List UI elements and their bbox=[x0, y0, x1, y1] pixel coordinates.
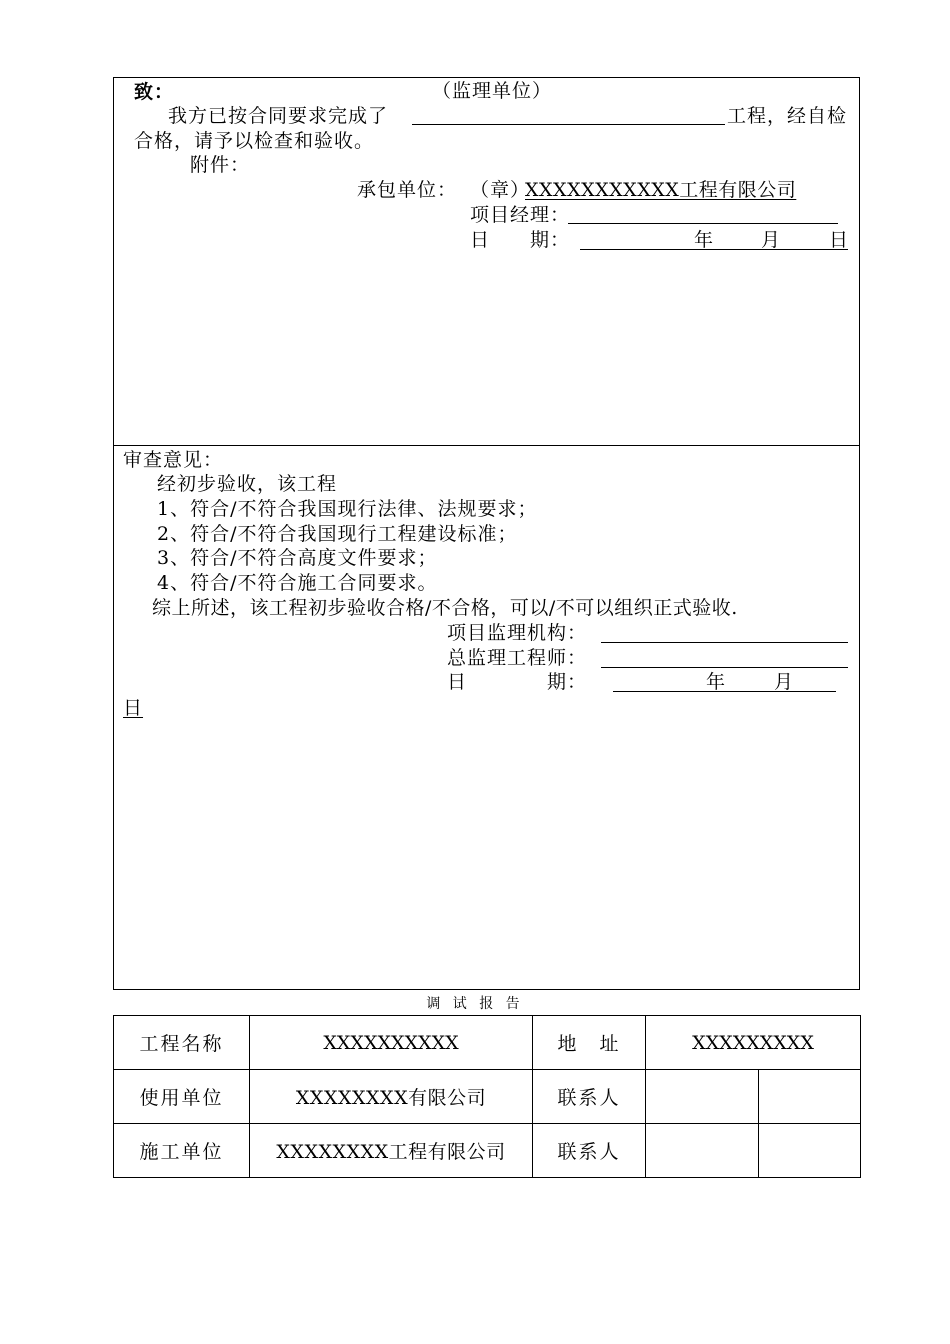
chief-blank[interactable] bbox=[601, 667, 848, 668]
user-contact-name[interactable] bbox=[646, 1070, 759, 1124]
table-row bbox=[114, 1070, 861, 1124]
notice-date-label: 日 期： bbox=[470, 229, 571, 251]
review-conclusion: 综上所述，该工程初步验收合格/不合格，可以/不可以组织正式验收. bbox=[152, 597, 738, 619]
to-label: 致： bbox=[134, 81, 175, 103]
builder-contact-phone[interactable] bbox=[759, 1124, 861, 1178]
report-caption: 调 试 报 告 bbox=[426, 996, 524, 1012]
builder-contact-label: 联系人 bbox=[533, 1124, 646, 1178]
table-row bbox=[114, 1124, 861, 1178]
builder-contact-name[interactable] bbox=[646, 1124, 759, 1178]
contractor-name: XXXXXXXXXXX工程有限公司 bbox=[525, 179, 797, 201]
chief-label: 总监理工程师： bbox=[447, 647, 588, 669]
project-name-blank[interactable] bbox=[412, 124, 725, 125]
pm-label: 项目经理： bbox=[470, 204, 571, 226]
user-contact-label: 联系人 bbox=[533, 1070, 646, 1124]
table-row bbox=[114, 1016, 861, 1070]
body-line2: 合格，请予以检查和验收。 bbox=[134, 130, 375, 152]
review-item-1: 1、符合/不符合我国现行法律、法规要求； bbox=[157, 498, 538, 520]
review-date-label: 日 期： bbox=[447, 671, 588, 693]
pm-blank[interactable] bbox=[568, 223, 838, 224]
address-label: 地 址 bbox=[533, 1016, 646, 1070]
body-line1-suffix: 工程，经自检 bbox=[727, 105, 848, 127]
attachment-label: 附件： bbox=[190, 154, 251, 176]
review-day-label: 日 bbox=[123, 697, 144, 719]
report-table bbox=[113, 1015, 861, 1178]
user-unit-label: 使用单位 bbox=[114, 1070, 250, 1124]
notice-day-label: 日 bbox=[829, 229, 850, 251]
address-value: XXXXXXXXX bbox=[646, 1016, 861, 1070]
org-blank[interactable] bbox=[601, 642, 848, 643]
contractor-label: 承包单位： bbox=[357, 179, 458, 201]
review-month-label: 月 bbox=[774, 671, 795, 693]
review-title: 审查意见： bbox=[123, 449, 224, 471]
review-item-3: 3、符合/不符合高度文件要求； bbox=[157, 547, 438, 569]
body-line1-prefix: 我方已按合同要求完成了 bbox=[168, 105, 389, 127]
supervisor-unit-hint: （监理单位） bbox=[432, 80, 553, 102]
user-contact-phone[interactable] bbox=[759, 1070, 861, 1124]
project-name-value: XXXXXXXXXX bbox=[250, 1016, 533, 1070]
review-item-2: 2、符合/不符合我国现行工程建设标准； bbox=[157, 523, 518, 545]
notice-year-label: 年 bbox=[694, 229, 715, 251]
user-unit-value: XXXXXXXX有限公司 bbox=[250, 1070, 533, 1124]
notice-month-label: 月 bbox=[761, 229, 782, 251]
builder-unit-value: XXXXXXXX工程有限公司 bbox=[250, 1124, 533, 1178]
builder-unit-label: 施工单位 bbox=[114, 1124, 250, 1178]
contractor-stamp: （章） bbox=[470, 179, 531, 201]
org-label: 项目监理机构： bbox=[447, 622, 588, 644]
review-item-4: 4、符合/不符合施工合同要求。 bbox=[157, 572, 438, 594]
project-name-label: 工程名称 bbox=[114, 1016, 250, 1070]
review-year-label: 年 bbox=[706, 671, 727, 693]
review-intro: 经初步验收，该工程 bbox=[157, 473, 338, 495]
